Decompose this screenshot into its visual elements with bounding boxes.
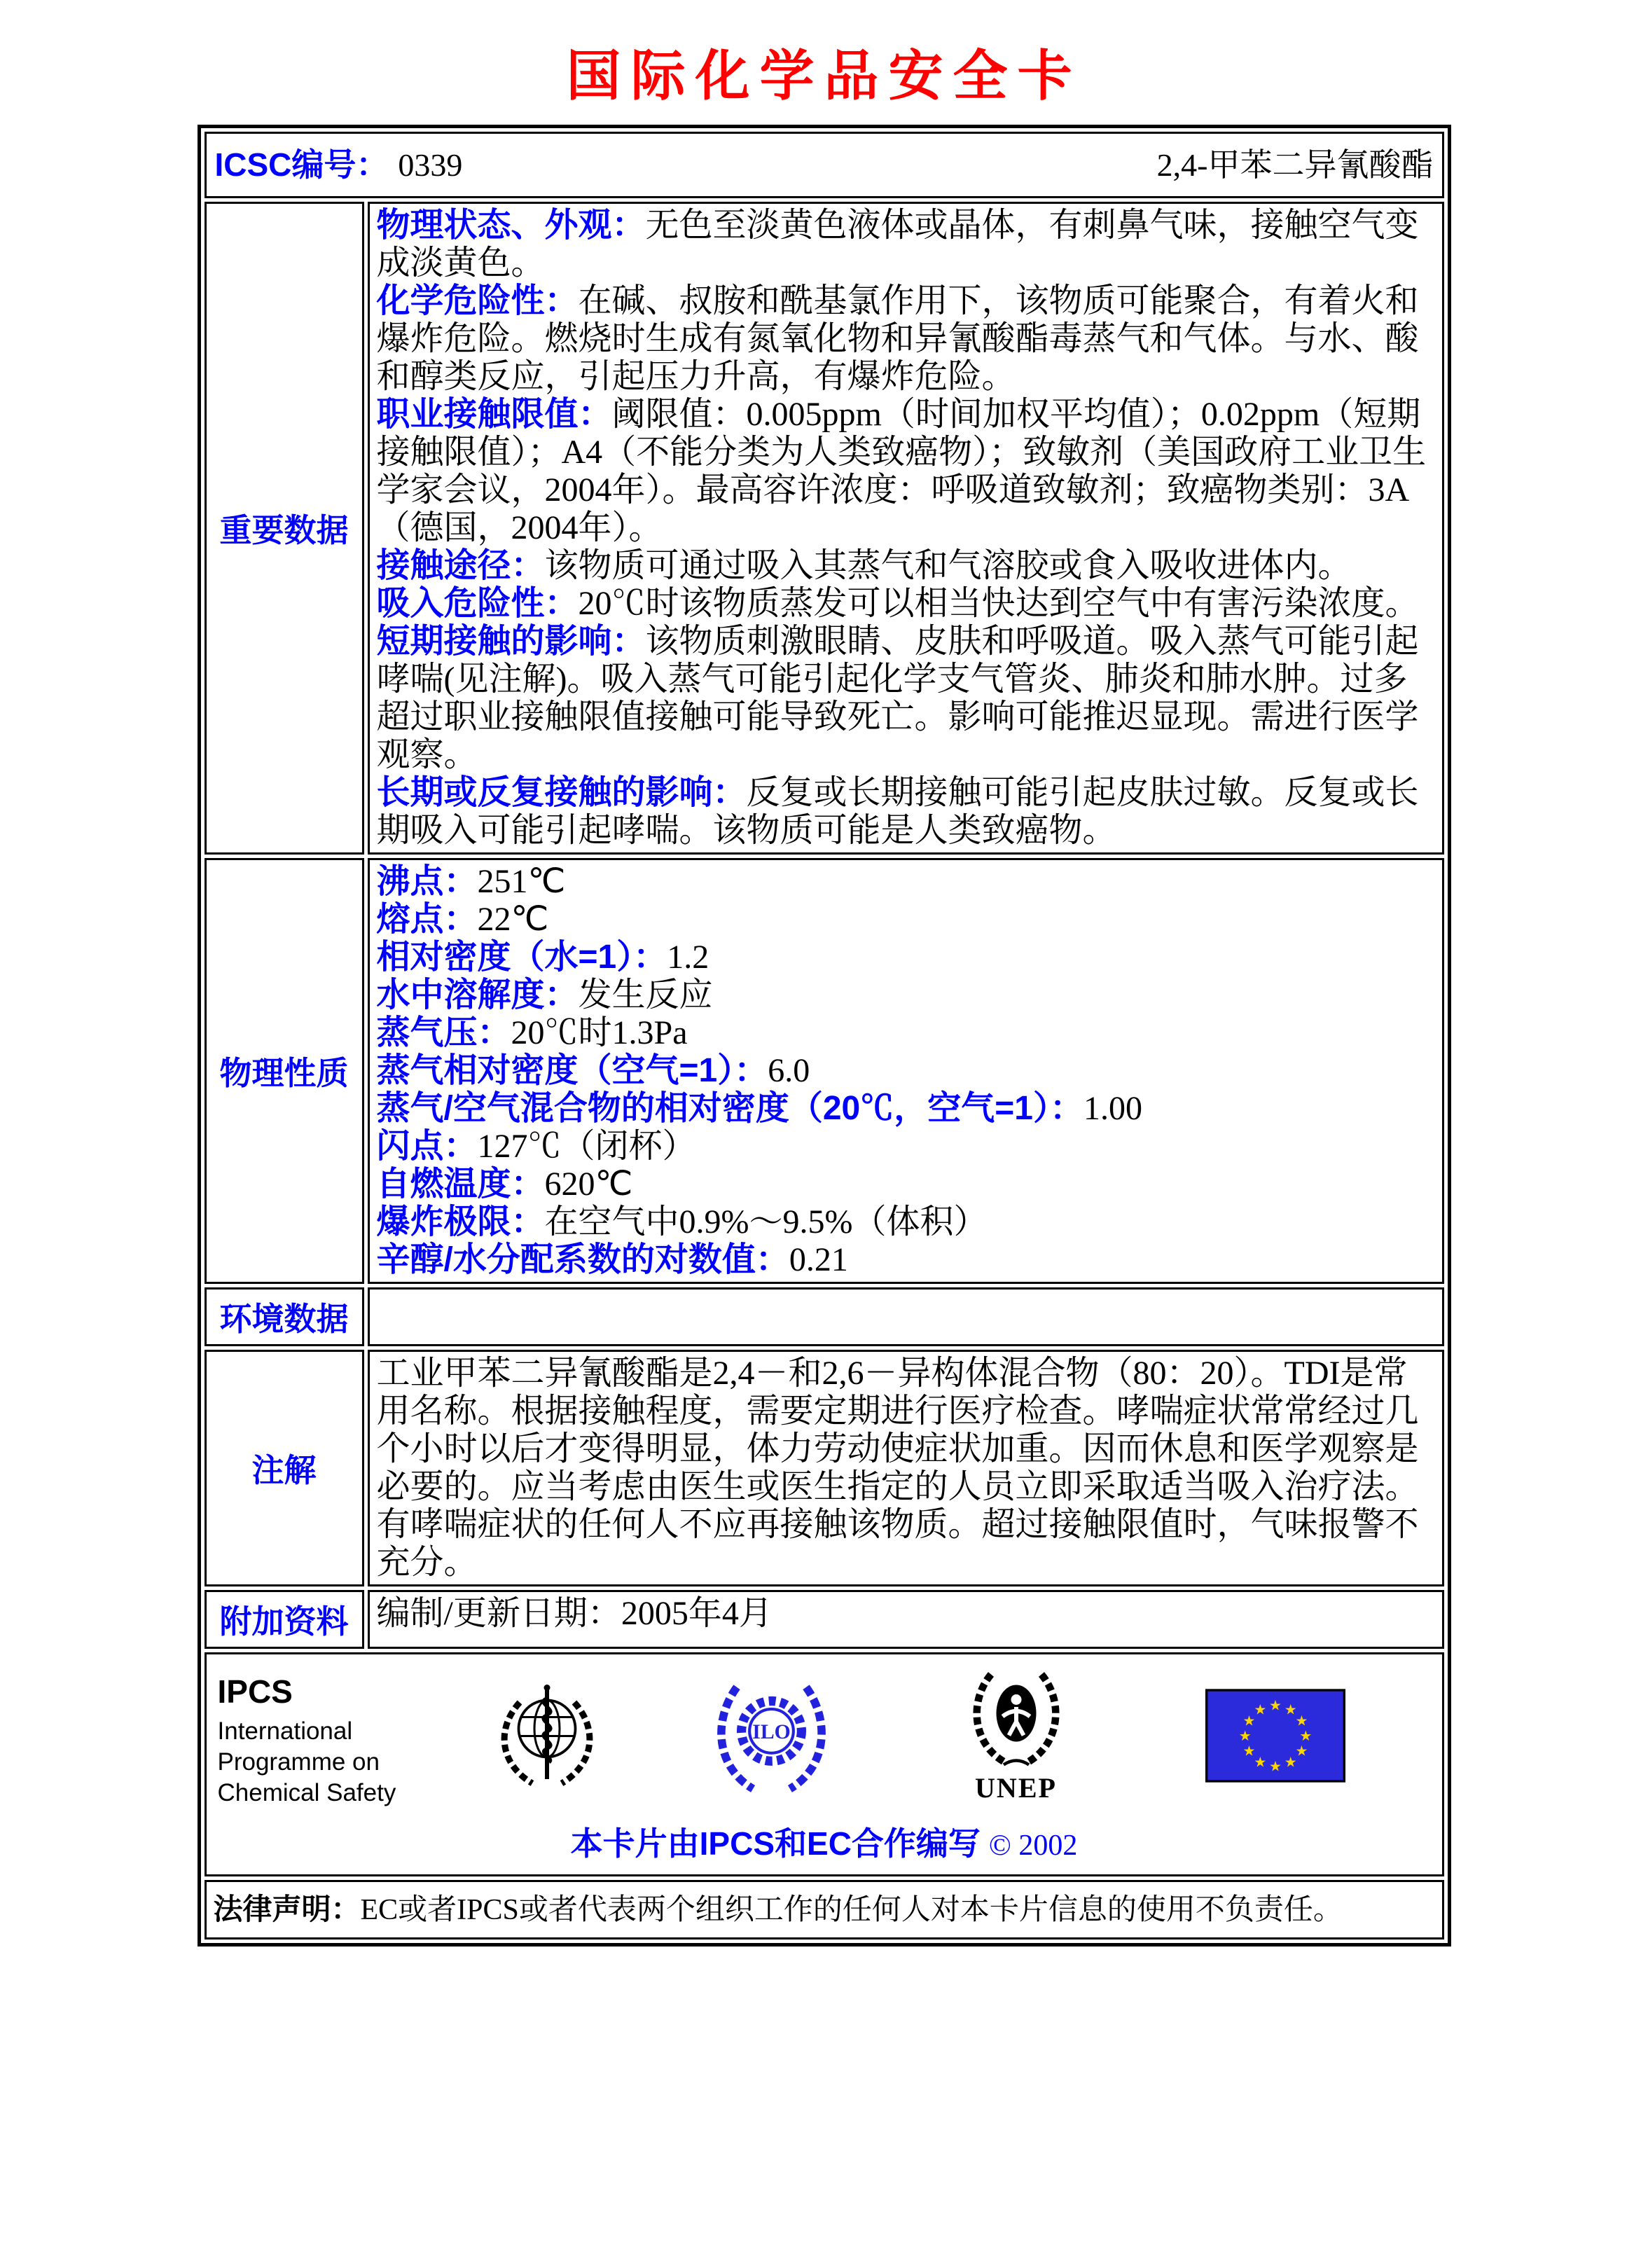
copyright-text: © 2002 (988, 1830, 1078, 1862)
field-label: 吸入危险性： (376, 585, 579, 622)
svg-text:★: ★ (1295, 1742, 1308, 1759)
eu-flag-icon (1205, 1689, 1345, 1783)
notes-row (205, 1350, 1444, 1586)
chemical-name: 2,4-甲苯二异氰酸酯 (1156, 147, 1434, 183)
ipcs-line: International (217, 1717, 353, 1745)
property-label: 蒸气/空气混合物的相对密度（20℃，空气=1）： (376, 1090, 1083, 1127)
important-data-item (377, 585, 1434, 623)
property-label: 爆炸极限： (376, 1203, 545, 1240)
header-row (205, 132, 1444, 198)
field-value: 反复或长期接触可能引起皮肤过敏。反复或长期吸入可能引起哮喘。该物质可能是人类致癌物。 (376, 774, 1419, 849)
footer-cell (205, 1652, 1444, 1876)
legal-label: 法律声明： (213, 1893, 361, 1925)
property-value: 0.21 (789, 1241, 848, 1278)
physical-property-item (377, 1052, 1434, 1090)
property-value: 1.00 (1083, 1090, 1142, 1127)
notes-content: 工业甲苯二异氰酸酯是2,4－和2,6－异构体混合物（80：20）。TDI是常用名称。根据接触程度，需要定期进行医疗检查。哮喘症状常常经过几个小时以后才变得明显，体力劳动使症状加重。因而休息和医学观察是必要的。应当考虑由医生或医生指定的人员立即采取适当吸入治疗法。有哮喘症状的任何人不应再接触该物质。超过接触限值时，气味报警不充分。 (368, 1350, 1444, 1586)
unep-logo-text: UNEP (975, 1772, 1057, 1804)
important-data-item (377, 207, 1434, 282)
field-value: 该物质可通过吸入其蒸气和气溶胶或食入吸收进体内。 (544, 547, 1352, 584)
page (0, 32, 1648, 2268)
icsc-number-value: 0339 (398, 147, 463, 183)
environmental-data-content (368, 1287, 1444, 1346)
physical-property-item (377, 1166, 1434, 1203)
svg-text:★: ★ (1268, 1696, 1282, 1714)
property-label: 蒸气相对密度（空气=1）： (376, 1052, 768, 1089)
physical-property-item (377, 939, 1434, 976)
section-label-physical-properties: 物理性质 (205, 858, 364, 1284)
field-label: 化学危险性： (376, 282, 579, 319)
svg-text:★: ★ (1284, 1753, 1297, 1771)
property-label: 自燃温度： (376, 1166, 545, 1203)
physical-property-item (377, 1014, 1434, 1052)
property-label: 熔点： (376, 901, 478, 938)
property-value: 20℃时1.3Pa (511, 1014, 688, 1051)
section-label-notes: 注解 (205, 1350, 364, 1586)
ipcs-line: Programme on (217, 1748, 380, 1776)
field-value: 阈限值：0.005ppm（时间加权平均值）；0.02ppm（短期接触限值）；A4（不能分类为人类致癌物）；致敏剂（美国政府工业卫生学家会议，2004年）。最高容许浓度：呼吸道致敏剂；致癌物类别：3A（德国，2004年）。 (376, 396, 1427, 546)
property-value: 251℃ (477, 863, 566, 900)
physical-property-item (377, 863, 1434, 901)
field-label: 短期接触的影响： (376, 623, 646, 660)
field-value: 该物质刺激眼睛、皮肤和呼吸道。吸入蒸气可能引起哮喘(见注解)。吸入蒸气可能引起化学支气管炎、肺炎和肺水肿。过多超过职业接触限值接触可能导致死亡。影响可能推迟显现。需进行医学观察。 (376, 623, 1419, 773)
section-label-important-data: 重要数据 (205, 202, 364, 855)
physical-property-item (377, 976, 1434, 1014)
unep-logo-block (960, 1667, 1072, 1804)
ipcs-line: Chemical Safety (217, 1779, 396, 1806)
footer-logos (218, 1663, 1431, 1809)
important-data-item (377, 396, 1434, 547)
svg-text:★: ★ (1253, 1753, 1266, 1771)
important-data-item (377, 774, 1434, 850)
svg-text:★: ★ (1253, 1701, 1266, 1718)
additional-info-content: 编制/更新日期：2005年4月 (368, 1590, 1444, 1649)
property-label: 蒸气压： (376, 1014, 511, 1051)
important-data-item (377, 547, 1434, 585)
svg-text:★: ★ (1238, 1727, 1252, 1744)
important-data-item (377, 282, 1434, 396)
svg-text:★: ★ (1268, 1757, 1282, 1775)
property-value: 1.2 (667, 939, 709, 976)
icsc-card (198, 125, 1451, 1947)
icsc-number-label: ICSC编号： (214, 146, 389, 183)
property-label: 闪点： (376, 1128, 478, 1165)
ipcs-title: IPCS (217, 1673, 293, 1710)
additional-info-row (205, 1590, 1444, 1649)
legal-row (205, 1880, 1444, 1939)
field-label: 长期或反复接触的影响： (376, 774, 747, 811)
physical-property-item (377, 901, 1434, 939)
physical-property-item (377, 1241, 1434, 1279)
who-logo-icon (494, 1668, 600, 1804)
property-value: 发生反应 (578, 976, 713, 1014)
physical-property-item (377, 1090, 1434, 1128)
svg-text:★: ★ (1242, 1742, 1255, 1759)
environmental-data-row (205, 1287, 1444, 1346)
property-label: 沸点： (376, 863, 478, 900)
property-value: 在空气中0.9%～9.5%（体积） (544, 1203, 988, 1240)
credit-line (218, 1818, 1431, 1865)
field-value: 20℃时该物质蒸发可以相当快达到空气中有害污染浓度。 (578, 585, 1419, 622)
svg-text:★: ★ (1295, 1712, 1308, 1729)
physical-properties-row (205, 858, 1444, 1284)
unep-logo-icon (964, 1667, 1069, 1772)
physical-properties-content (368, 858, 1444, 1284)
important-data-row (205, 202, 1444, 855)
field-value: 无色至淡黄色液体或晶体，有刺鼻气味，接触空气变成淡黄色。 (376, 207, 1419, 282)
credit-text: 本卡片由IPCS和EC合作编写 (570, 1825, 981, 1862)
ipcs-block (218, 1673, 449, 1809)
property-label: 水中溶解度： (376, 976, 579, 1014)
field-label: 职业接触限值： (376, 396, 612, 433)
svg-text:★: ★ (1299, 1727, 1312, 1744)
property-value: 620℃ (544, 1166, 633, 1203)
property-value: 22℃ (477, 901, 549, 938)
footer-row (205, 1652, 1444, 1876)
legal-cell (205, 1880, 1444, 1939)
legal-text: EC或者IPCS或者代表两个组织工作的任何人对本卡片信息的使用不负责任。 (360, 1894, 1343, 1926)
ilo-logo-text: ILO (752, 1721, 791, 1744)
physical-property-item (377, 1128, 1434, 1166)
page-title: 国际化学品安全卡 (566, 46, 1082, 106)
property-label: 辛醇/水分配系数的对数值： (376, 1241, 789, 1278)
field-value: 在碱、叔胺和酰基氯作用下，该物质可能聚合，有着火和爆炸危险。燃烧时生成有氮氧化物和异氰酸酯毒蒸气和气体。与水、酸和醇类反应，引起压力升高，有爆炸危险。 (376, 282, 1419, 395)
svg-text:★: ★ (1242, 1712, 1255, 1729)
section-label-additional-info: 附加资料 (205, 1590, 364, 1649)
property-value: 127℃（闭杯） (477, 1128, 696, 1165)
svg-text:★: ★ (1284, 1701, 1297, 1718)
physical-property-item (377, 1203, 1434, 1241)
ilo-logo-icon (714, 1669, 829, 1802)
field-label: 物理状态、外观： (376, 207, 646, 244)
property-label: 相对密度（水=1）： (376, 939, 667, 976)
important-data-item (377, 623, 1434, 774)
icsc-number-group (215, 145, 463, 185)
important-data-content (368, 202, 1444, 855)
header-cell (205, 132, 1444, 198)
section-label-environmental-data: 环境数据 (205, 1287, 364, 1346)
field-label: 接触途径： (376, 547, 545, 584)
property-value: 6.0 (768, 1052, 810, 1089)
